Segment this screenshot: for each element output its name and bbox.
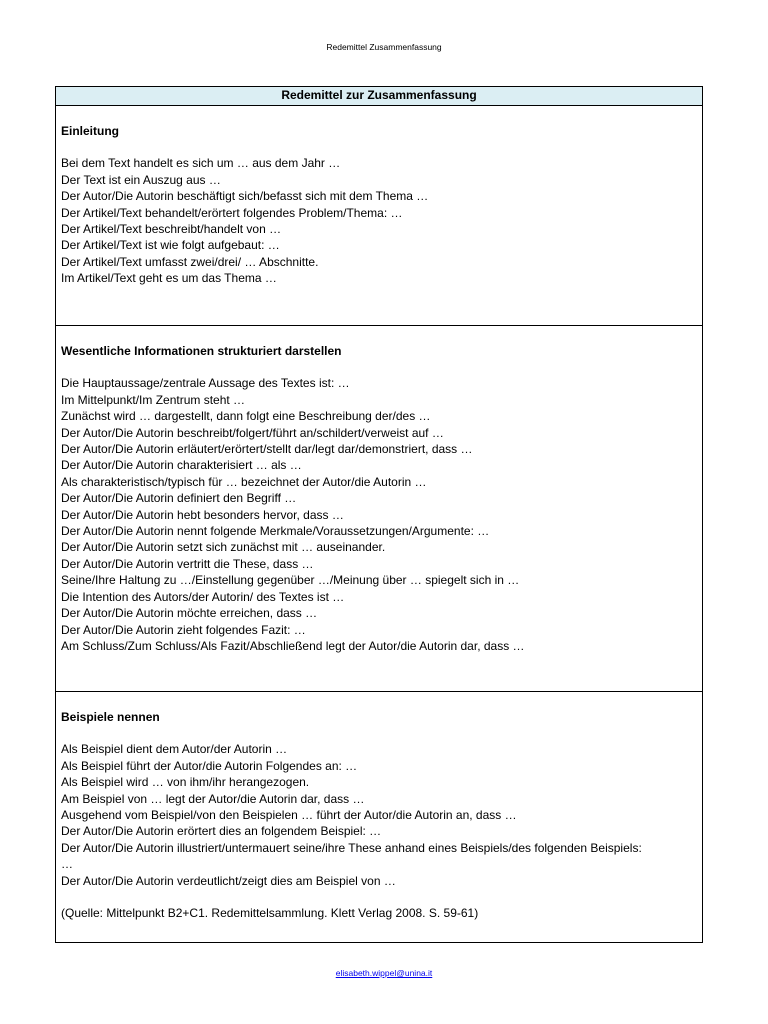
page-header: Redemittel Zusammenfassung bbox=[326, 42, 442, 52]
phrase-item: Der Artikel/Text beschreibt/handelt von … bbox=[61, 222, 282, 237]
phrase-list bbox=[61, 375, 697, 654]
phrase-item: Im Artikel/Text geht es um das Thema … bbox=[61, 271, 277, 286]
phrase-item: Der Autor/Die Autorin hebt besonders hervor, dass … bbox=[61, 507, 344, 522]
phrase-item: Bei dem Text handelt es sich um … aus dem Jahr … bbox=[61, 156, 341, 171]
section-heading: Wesentliche Informationen strukturiert darstellen bbox=[61, 344, 342, 358]
phrase-item: Im Mittelpunkt/Im Zentrum steht … bbox=[61, 392, 246, 407]
phrases-table bbox=[55, 86, 703, 943]
phrase-item: Die Intention des Autors/der Autorin/ des Textes ist … bbox=[61, 589, 345, 604]
section-key-information bbox=[56, 325, 702, 691]
section-introduction bbox=[56, 106, 702, 325]
phrase-item: Der Artikel/Text ist wie folgt aufgebaut: … bbox=[61, 238, 280, 253]
phrase-item: Am Schluss/Zum Schluss/Als Fazit/Abschließend legt der Autor/die Autorin dar, dass … bbox=[61, 638, 525, 653]
section-heading: Einleitung bbox=[61, 124, 119, 138]
phrase-item: Als Beispiel führt der Autor/die Autorin Folgendes an: … bbox=[61, 758, 358, 773]
phrase-item: Als charakteristisch/typisch für … bezeichnet der Autor/die Autorin … bbox=[61, 474, 427, 489]
source-citation: (Quelle: Mittelpunkt B2+C1. Redemittelsammlung. Klett Verlag 2008. S. 59-61) bbox=[61, 906, 479, 921]
section-heading: Beispiele nennen bbox=[61, 710, 160, 724]
phrase-list bbox=[61, 741, 697, 889]
phrase-item: Der Autor/Die Autorin vertritt die These, dass … bbox=[61, 556, 314, 571]
phrase-item: Der Autor/Die Autorin charakterisiert … als … bbox=[61, 458, 302, 473]
phrase-item: Der Autor/Die Autorin möchte erreichen, dass … bbox=[61, 606, 318, 621]
phrase-item: Der Autor/Die Autorin beschäftigt sich/befasst sich mit dem Thema … bbox=[61, 189, 429, 204]
phrase-item: Der Artikel/Text behandelt/erörtert folgendes Problem/Thema: … bbox=[61, 205, 403, 220]
phrase-item: Der Autor/Die Autorin illustriert/untermauert seine/ihre These anhand eines Beispiels/des folgenden Beispiels: … bbox=[61, 840, 642, 872]
page-footer bbox=[0, 968, 768, 978]
phrase-item: Der Autor/Die Autorin zieht folgendes Fazit: … bbox=[61, 622, 306, 637]
phrase-item: Am Beispiel von … legt der Autor/die Autorin dar, dass … bbox=[61, 791, 365, 806]
author-email-link[interactable]: elisabeth.wippel@unina.it bbox=[335, 968, 433, 978]
phrase-list bbox=[61, 155, 697, 286]
phrase-item: Der Artikel/Text umfasst zwei/drei/ … Abschnitte. bbox=[61, 254, 319, 269]
phrase-item: Seine/Ihre Haltung zu …/Einstellung gegenüber …/Meinung über … spiegelt sich in … bbox=[61, 573, 520, 588]
phrase-item: Der Autor/Die Autorin verdeutlicht/zeigt dies am Beispiel von … bbox=[61, 873, 396, 888]
phrase-item: Die Hauptaussage/zentrale Aussage des Textes ist: … bbox=[61, 376, 350, 391]
phrase-item: Der Text ist ein Auszug aus … bbox=[61, 172, 221, 187]
phrase-item: Der Autor/Die Autorin setzt sich zunächst mit … auseinander. bbox=[61, 540, 386, 555]
table-title: Redemittel zur Zusammenfassung bbox=[56, 87, 702, 106]
phrase-item: Der Autor/Die Autorin erörtert dies an folgendem Beispiel: … bbox=[61, 824, 382, 839]
phrase-item: Der Autor/Die Autorin nennt folgende Merkmale/Voraussetzungen/Argumente: … bbox=[61, 524, 490, 539]
phrase-item: Der Autor/Die Autorin beschreibt/folgert/führt an/schildert/verweist auf … bbox=[61, 425, 444, 440]
phrase-item: Der Autor/Die Autorin erläutert/erörtert/stellt dar/legt dar/demonstriert, dass … bbox=[61, 442, 473, 457]
phrase-item: Zunächst wird … dargestellt, dann folgt eine Beschreibung der/des … bbox=[61, 409, 431, 424]
phrase-item: Der Autor/Die Autorin definiert den Begriff … bbox=[61, 491, 297, 506]
section-examples bbox=[56, 691, 702, 942]
phrase-item: Als Beispiel wird … von ihm/ihr herangezogen. bbox=[61, 775, 310, 790]
phrase-item: Als Beispiel dient dem Autor/der Autorin … bbox=[61, 742, 288, 757]
phrase-item: Ausgehend vom Beispiel/von den Beispielen … führt der Autor/die Autorin an, dass … bbox=[61, 808, 517, 823]
